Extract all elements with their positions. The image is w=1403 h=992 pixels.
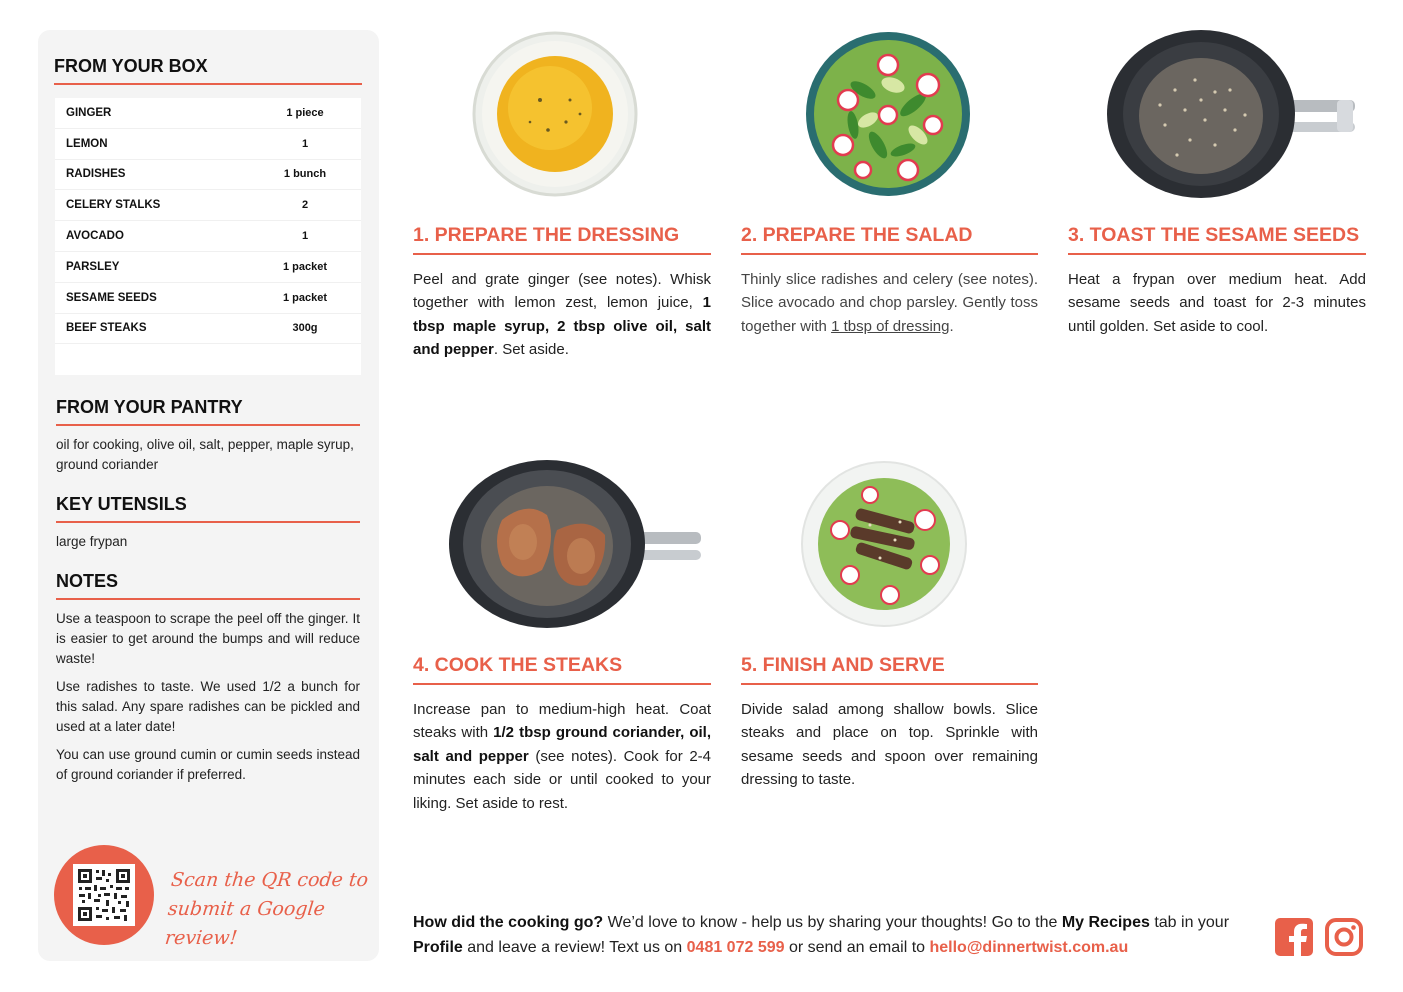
ingredient-row	[55, 160, 361, 191]
text-run: My Recipes	[1061, 914, 1150, 931]
ingredient-qty: 1	[301, 137, 309, 150]
qr-line-1: Scan the QR code to	[169, 869, 370, 891]
text-run: (see notes). Cook for 2-4 minutes each side or until cooked to your liking. Set aside to rest.	[413, 747, 711, 812]
text-run: Profile	[413, 939, 463, 956]
utensils-section	[56, 494, 360, 552]
step-title: 3. TOAST THE SESAME SEEDS	[1068, 224, 1366, 255]
ingredient-qty: 1	[301, 230, 309, 243]
text-run: How did the cooking go?	[413, 914, 604, 931]
text-run: We’d love to know - help us by sharing your thoughts! Go to the	[603, 914, 1062, 931]
text-run: 1/2 tbsp ground coriander, oil, salt and pepper	[413, 724, 711, 765]
ingredient-qty: 2	[301, 199, 309, 212]
step-2	[741, 224, 1038, 338]
plated-dish-image	[800, 460, 968, 628]
ingredient-qty: 1 packet	[282, 260, 328, 273]
pantry-heading: FROM YOUR PANTRY	[56, 397, 360, 426]
ingredient-name: BEEF STEAKS	[66, 322, 147, 335]
ingredient-row	[55, 283, 361, 314]
ingredient-name: AVOCADO	[66, 230, 124, 243]
ingredient-name: CELERY STALKS	[66, 199, 161, 212]
ingredient-name: SESAME SEEDS	[66, 291, 157, 304]
sesame-frypan-image	[1105, 30, 1357, 198]
ingredient-name: RADISHES	[66, 168, 126, 181]
step-body	[741, 698, 1038, 792]
salad-bowl-image	[803, 30, 973, 198]
text-run: or send an email to	[784, 939, 930, 956]
text-run: Thinly slice radishes and celery (see notes). Slice avocado and chop parsley. Gently toss together with	[741, 271, 1038, 335]
steaks-frypan-image	[447, 460, 703, 628]
text-run: 1 tbsp maple syrup, 2 tbsp olive oil, salt and pepper	[413, 294, 711, 359]
step-title: 2. PREPARE THE SALAD	[741, 224, 1038, 255]
step-title: 4. COOK THE STEAKS	[413, 654, 711, 685]
from-your-box-heading: FROM YOUR BOX	[54, 56, 362, 85]
notes-heading: NOTES	[56, 571, 360, 600]
facebook-icon[interactable]	[1275, 918, 1313, 956]
text-run: Peel and grate ginger (see notes). Whisk together with lemon zest, lemon juice,	[413, 271, 711, 312]
pantry-text: oil for cooking, olive oil, salt, pepper, maple syrup, ground coriander	[56, 437, 354, 472]
utensils-heading: KEY UTENSILS	[56, 494, 360, 523]
qr-review-text	[163, 866, 372, 953]
instagram-icon[interactable]	[1325, 918, 1363, 956]
text-run: and leave a review! Text us on	[462, 939, 687, 956]
qr-badge[interactable]	[54, 845, 154, 945]
review-footer	[413, 910, 1263, 960]
ingredient-qty: 300g	[292, 322, 318, 335]
ingredients-table	[55, 98, 361, 375]
text-run: Heat a frypan over medium heat. Add sesame seeds and toast for 2-3 minutes until golden. Set aside to cool.	[1068, 271, 1366, 335]
step-body	[1068, 268, 1366, 338]
ingredient-row	[55, 221, 361, 252]
step-title: 1. PREPARE THE DRESSING	[413, 224, 711, 255]
contact-link[interactable]: hello@dinnertwist.com.au	[929, 939, 1129, 956]
text-run: Divide salad among shallow bowls. Slice steaks and place on top. Sprinkle with sesame seeds and spoon over remaining dressing to taste.	[741, 701, 1038, 789]
note-item: You can use ground cumin or cumin seeds instead of ground coriander if preferred.	[56, 747, 360, 782]
ingredient-name: PARSLEY	[66, 260, 120, 273]
step-title: 5. FINISH AND SERVE	[741, 654, 1038, 685]
ingredient-qty: 1 packet	[282, 291, 328, 304]
step-body	[413, 268, 711, 362]
contact-link[interactable]: 0481 072 599	[686, 939, 785, 956]
pantry-section	[56, 397, 360, 475]
ingredient-name: GINGER	[66, 106, 112, 119]
qr-code-icon[interactable]	[73, 864, 135, 926]
ingredient-row	[55, 314, 361, 345]
text-run: .	[949, 317, 954, 335]
ingredient-qty: 1 piece	[286, 106, 324, 119]
step-4	[413, 654, 711, 815]
qr-line-2: submit a Google review!	[163, 898, 327, 949]
ingredients-sidebar	[38, 30, 379, 961]
step-5	[741, 654, 1038, 792]
ingredient-row	[55, 190, 361, 221]
text-run: 1 tbsp of dressing	[831, 317, 950, 335]
dressing-bowl-image	[470, 30, 640, 198]
note-item: Use a teaspoon to scrape the peel off the ginger. It is easier to get around the bumps and will reduce waste!	[56, 611, 360, 666]
ingredient-qty: 1 bunch	[283, 168, 327, 181]
step-1	[413, 224, 711, 362]
text-run: tab in your	[1149, 914, 1230, 931]
notes-section	[56, 571, 360, 785]
ingredient-row	[55, 129, 361, 160]
text-run: Increase pan to medium-high heat. Coat steaks with	[413, 701, 711, 742]
utensils-text: large frypan	[56, 534, 128, 549]
step-body	[413, 698, 711, 815]
ingredient-name: LEMON	[66, 137, 108, 150]
ingredient-row	[55, 98, 361, 129]
text-run: . Set aside.	[493, 341, 569, 359]
note-item: Use radishes to taste. We used 1/2 a bunch for this salad. Any spare radishes can be pickled and used at a later date!	[56, 679, 360, 734]
ingredient-row	[55, 252, 361, 283]
step-3	[1068, 224, 1366, 338]
step-body	[741, 268, 1038, 338]
